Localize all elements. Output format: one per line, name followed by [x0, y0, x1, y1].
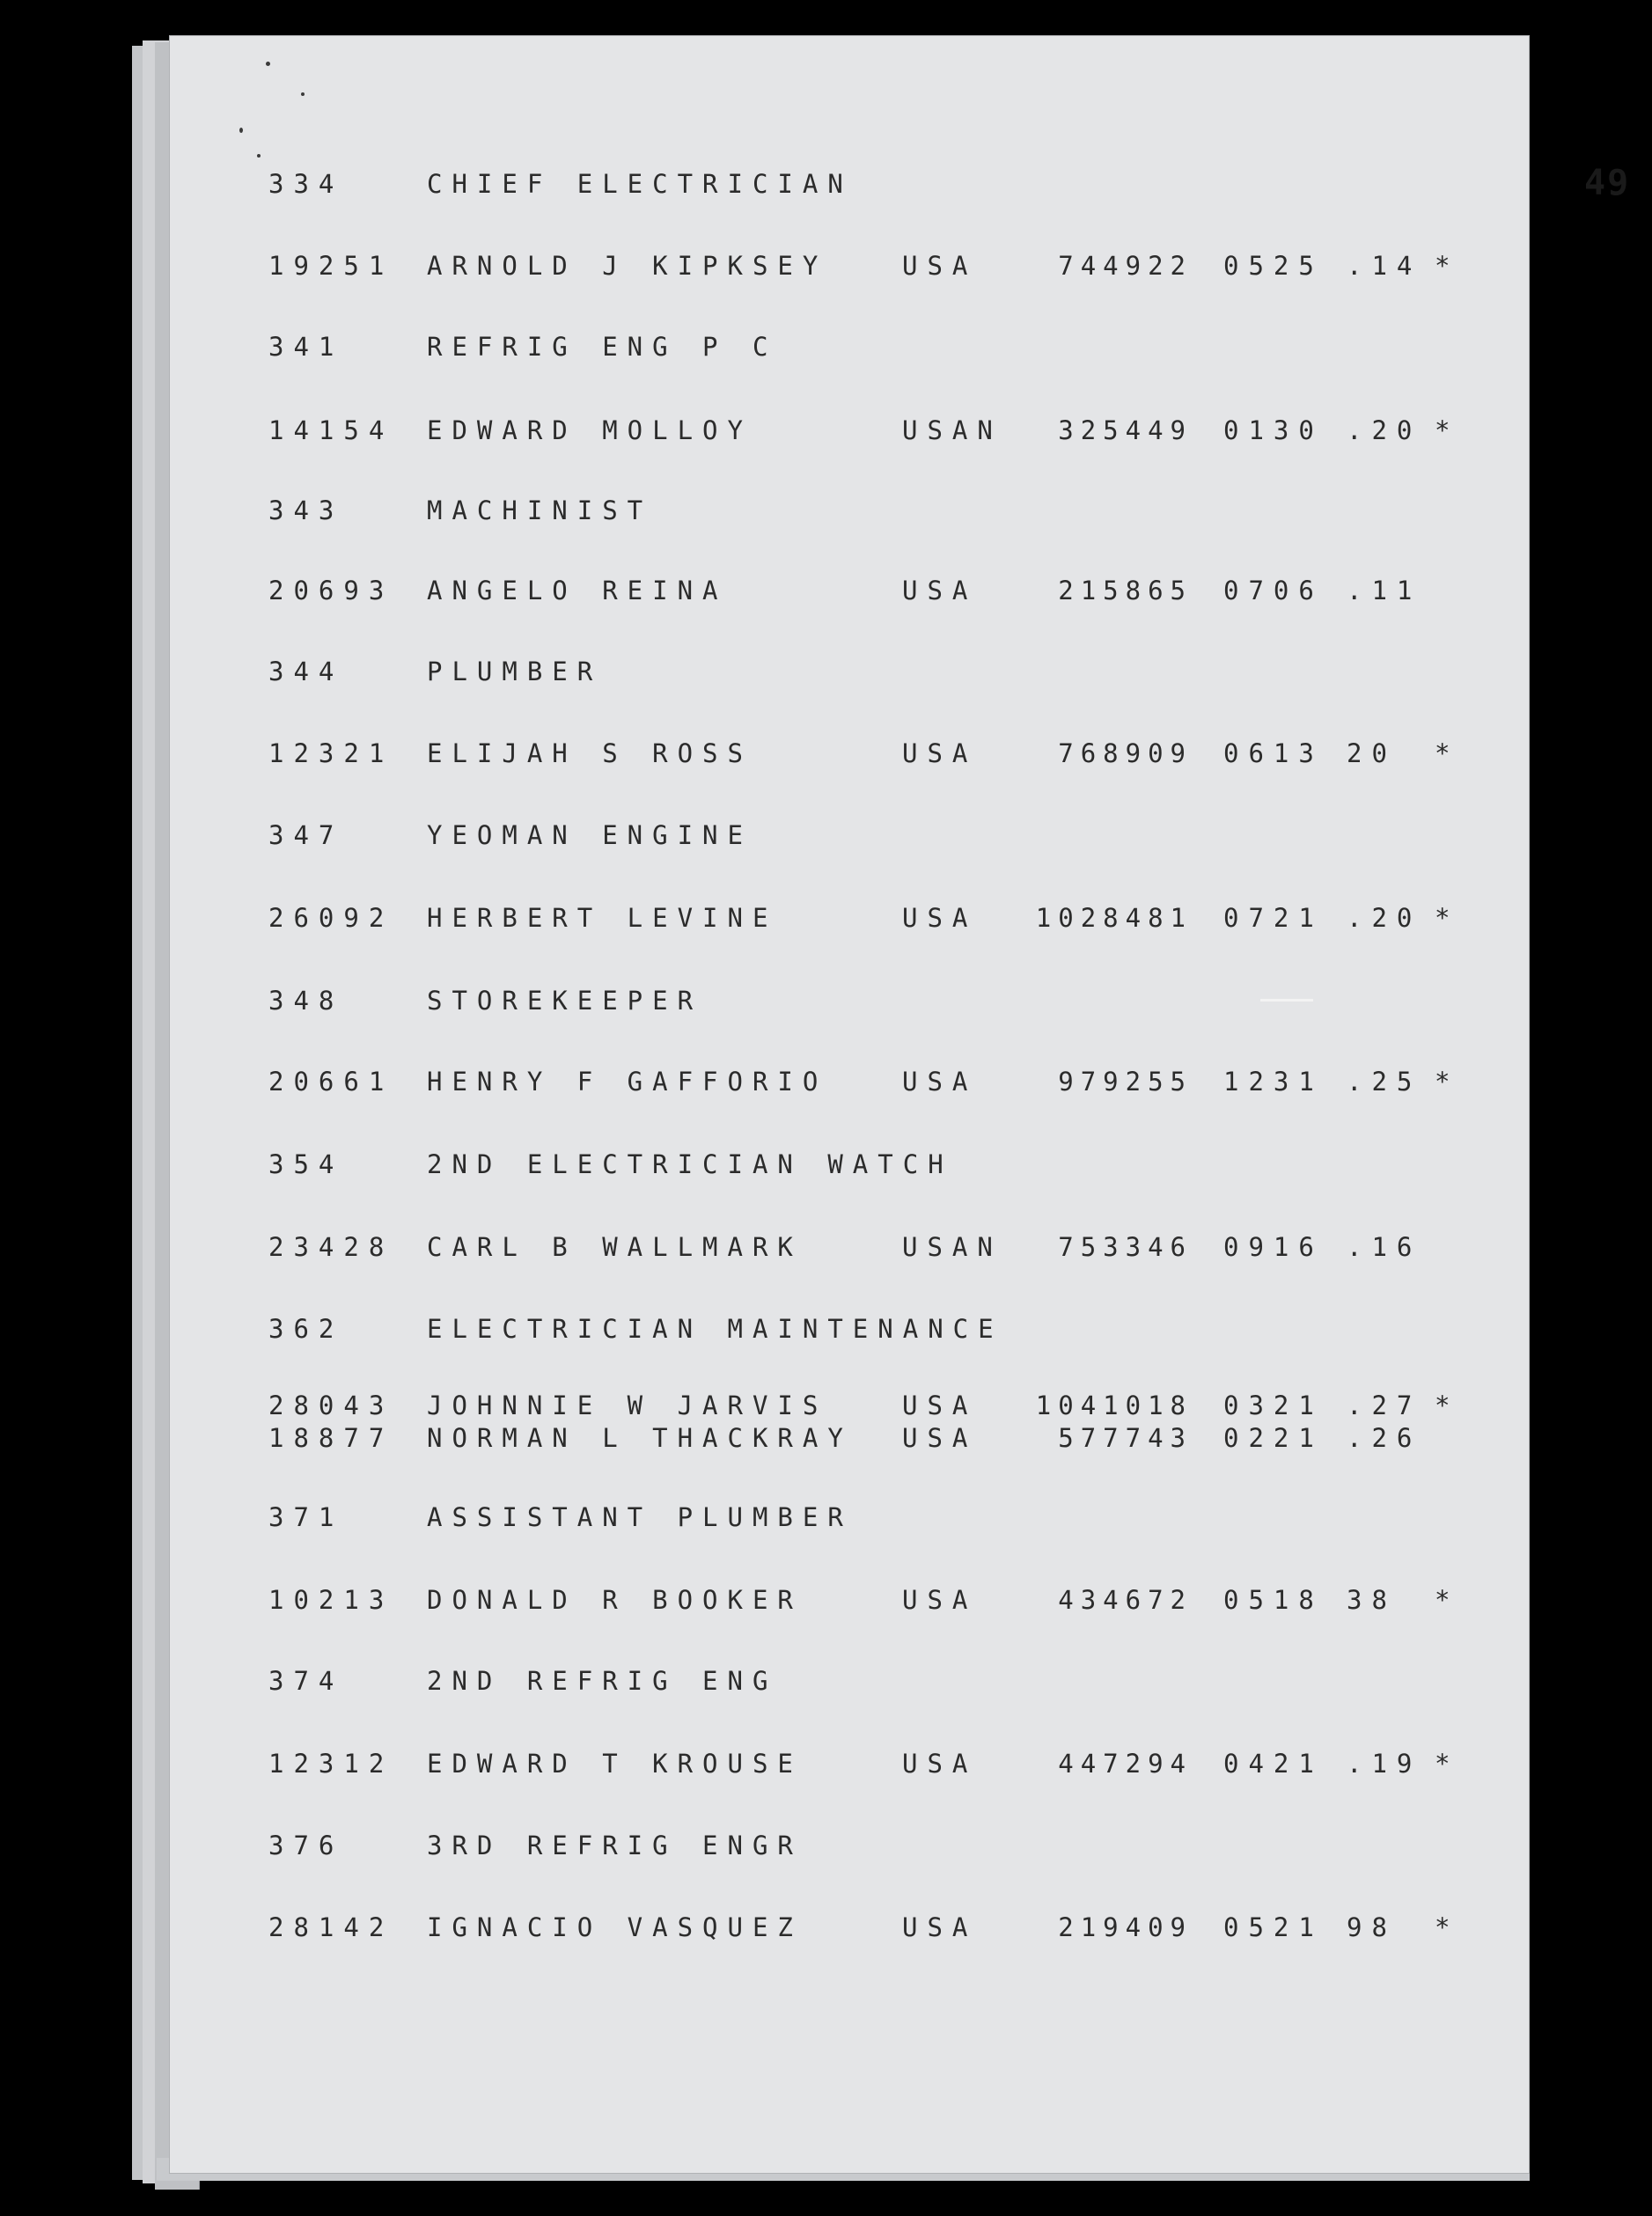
category-title: ASSISTANT PLUMBER [427, 1502, 853, 1532]
asterisk-mark: * [1435, 1585, 1460, 1615]
entry-code: 12312 [268, 1749, 394, 1779]
job-category-row [169, 1149, 1530, 1185]
entry-code: 19251 [268, 251, 394, 281]
job-category-row [169, 820, 1530, 855]
job-category-row [169, 169, 1530, 204]
asterisk-mark: * [1435, 1749, 1460, 1779]
rate-value: .14 [1347, 251, 1422, 281]
crew-entry-row [169, 576, 1530, 611]
entry-code: 28043 [268, 1391, 394, 1420]
document-number: 744922 [1058, 251, 1193, 281]
category-code: 347 [268, 820, 344, 850]
crew-entry-row [169, 903, 1530, 938]
date-code: 0613 [1223, 738, 1324, 768]
job-category-row [169, 332, 1530, 367]
citizenship: USA [902, 1423, 978, 1453]
citizenship: USA [902, 1749, 978, 1779]
category-code: 354 [268, 1149, 344, 1179]
document-number: 1041018 [1035, 1391, 1193, 1420]
citizenship: USA [902, 1391, 978, 1420]
category-title: 2ND ELECTRICIAN WATCH [427, 1149, 953, 1179]
citizenship: USA [902, 251, 978, 281]
asterisk-mark: * [1435, 415, 1460, 445]
job-category-row [169, 1314, 1530, 1349]
crew-name: ELIJAH S ROSS [427, 738, 753, 768]
entry-code: 12321 [268, 738, 394, 768]
scan-speck [239, 128, 243, 133]
document-number: 219409 [1058, 1912, 1193, 1942]
document-number: 434672 [1058, 1585, 1193, 1615]
asterisk-mark: * [1435, 1391, 1460, 1420]
rate-value: 38 [1347, 1585, 1397, 1615]
document-number: 768909 [1058, 738, 1193, 768]
document-number: 577743 [1058, 1423, 1193, 1453]
crew-entry-row [169, 415, 1530, 451]
document-number: 1028481 [1035, 903, 1193, 933]
citizenship: USA [902, 1067, 978, 1097]
document-number: 215865 [1058, 576, 1193, 605]
entry-code: 23428 [268, 1232, 394, 1262]
rate-value: 20 [1347, 738, 1397, 768]
crew-name: JOHNNIE W JARVIS [427, 1391, 828, 1420]
scan-speck [257, 154, 261, 158]
date-code: 0421 [1223, 1749, 1324, 1779]
job-category-row [169, 1831, 1530, 1866]
entry-code: 18877 [268, 1423, 394, 1453]
crew-name: HENRY F GAFFORIO [427, 1067, 828, 1097]
crew-entry-row [169, 1391, 1530, 1426]
scan-speck [266, 62, 270, 66]
category-code: 371 [268, 1502, 344, 1532]
citizenship: USAN [902, 415, 1002, 445]
crew-entry-row [169, 738, 1530, 774]
citizenship: USA [902, 576, 978, 605]
category-title: CHIEF ELECTRICIAN [427, 169, 853, 199]
category-title: MACHINIST [427, 495, 653, 525]
document-number: 753346 [1058, 1232, 1193, 1262]
citizenship: USA [902, 903, 978, 933]
asterisk-mark: * [1435, 738, 1460, 768]
crew-name: DONALD R BOOKER [427, 1585, 803, 1615]
citizenship: USA [902, 1912, 978, 1942]
entry-code: 14154 [268, 415, 394, 445]
category-code: 343 [268, 495, 344, 525]
asterisk-mark: * [1435, 251, 1460, 281]
entry-code: 28142 [268, 1912, 394, 1942]
date-code: 0721 [1223, 903, 1324, 933]
date-code: 0518 [1223, 1585, 1324, 1615]
citizenship: USA [902, 1585, 978, 1615]
category-title: PLUMBER [427, 657, 603, 686]
rate-value: .16 [1347, 1232, 1422, 1262]
crew-entry-row [169, 1749, 1530, 1784]
date-code: 0521 [1223, 1912, 1324, 1942]
document-number: 447294 [1058, 1749, 1193, 1779]
document-number: 325449 [1058, 415, 1193, 445]
crew-name: IGNACIO VASQUEZ [427, 1912, 803, 1942]
asterisk-mark: * [1435, 1912, 1460, 1942]
page-number: 49 [1584, 163, 1631, 203]
rate-value: .20 [1347, 903, 1422, 933]
crew-entry-row [169, 1067, 1530, 1102]
job-category-row [169, 657, 1530, 692]
crew-name: NORMAN L THACKRAY [427, 1423, 853, 1453]
rate-value: .27 [1347, 1391, 1422, 1420]
crew-name: ARNOLD J KIPKSEY [427, 251, 828, 281]
document-number: 979255 [1058, 1067, 1193, 1097]
crew-name: EDWARD T KROUSE [427, 1749, 803, 1779]
category-code: 376 [268, 1831, 344, 1860]
scan-speck [301, 92, 305, 96]
rate-value: .11 [1347, 576, 1422, 605]
document-page [169, 35, 1631, 2174]
date-code: 1231 [1223, 1067, 1324, 1097]
crew-entry-row [169, 1232, 1530, 1267]
category-code: 362 [268, 1314, 344, 1344]
date-code: 0221 [1223, 1423, 1324, 1453]
category-code: 374 [268, 1666, 344, 1696]
date-code: 0706 [1223, 576, 1324, 605]
category-title: YEOMAN ENGINE [427, 820, 753, 850]
job-category-row [169, 495, 1530, 531]
asterisk-mark: * [1435, 1067, 1460, 1097]
category-code: 344 [268, 657, 344, 686]
crew-name: HERBERT LEVINE [427, 903, 778, 933]
crew-name: CARL B WALLMARK [427, 1232, 803, 1262]
entry-code: 20693 [268, 576, 394, 605]
category-title: REFRIG ENG P C [427, 332, 778, 362]
crew-entry-row [169, 1585, 1530, 1620]
date-code: 0321 [1223, 1391, 1324, 1420]
category-code: 341 [268, 332, 344, 362]
category-title: 2ND REFRIG ENG [427, 1666, 778, 1696]
crew-name: EDWARD MOLLOY [427, 415, 753, 445]
citizenship: USA [902, 738, 978, 768]
rate-value: .20 [1347, 415, 1422, 445]
rate-value: 98 [1347, 1912, 1397, 1942]
date-code: 0916 [1223, 1232, 1324, 1262]
rate-value: .25 [1347, 1067, 1422, 1097]
category-code: 334 [268, 169, 344, 199]
rate-value: .19 [1347, 1749, 1422, 1779]
category-code: 348 [268, 986, 344, 1016]
entry-code: 20661 [268, 1067, 394, 1097]
crew-entry-row [169, 1423, 1530, 1458]
date-code: 0130 [1223, 415, 1324, 445]
crew-name: ANGELO REINA [427, 576, 728, 605]
crew-entry-row [169, 251, 1530, 286]
category-title: ELECTRICIAN MAINTENANCE [427, 1314, 1003, 1344]
job-category-row [169, 986, 1530, 1021]
entry-code: 26092 [268, 903, 394, 933]
rate-value: .26 [1347, 1423, 1422, 1453]
category-title: STOREKEEPER [427, 986, 703, 1016]
crew-entry-row [169, 1912, 1530, 1948]
category-title: 3RD REFRIG ENGR [427, 1831, 803, 1860]
citizenship: USAN [902, 1232, 1002, 1262]
entry-code: 10213 [268, 1585, 394, 1615]
job-category-row [169, 1502, 1530, 1537]
date-code: 0525 [1223, 251, 1324, 281]
job-category-row [169, 1666, 1530, 1701]
asterisk-mark: * [1435, 903, 1460, 933]
